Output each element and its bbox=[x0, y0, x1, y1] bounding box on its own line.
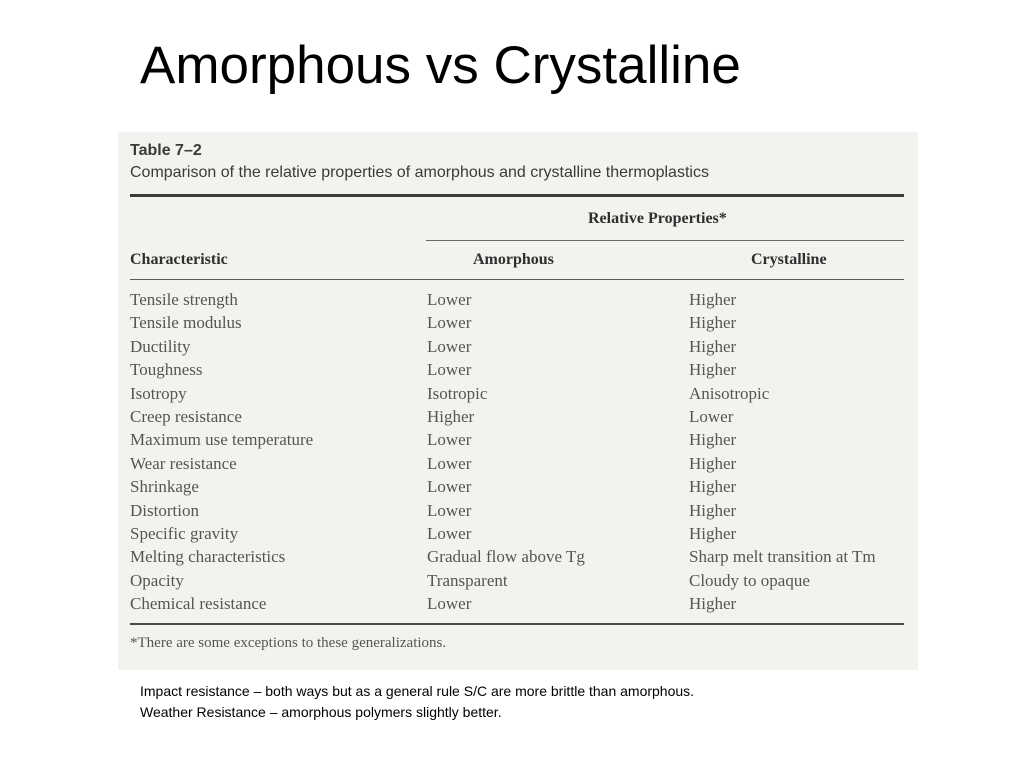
cell-crystalline: Cloudy to opaque bbox=[689, 570, 810, 590]
table-row bbox=[130, 475, 910, 498]
cell-amorphous: Lower bbox=[427, 477, 472, 497]
cell-amorphous: Lower bbox=[427, 336, 472, 356]
cell-amorphous: Lower bbox=[427, 360, 472, 380]
cell-crystalline: Higher bbox=[689, 430, 737, 450]
cell-crystalline: Higher bbox=[689, 500, 737, 520]
cell-characteristic: Chemical resistance bbox=[130, 594, 267, 614]
cell-characteristic: Ductility bbox=[130, 336, 191, 356]
cell-crystalline: Higher bbox=[689, 594, 737, 614]
cell-characteristic: Opacity bbox=[130, 570, 184, 590]
table-row bbox=[130, 499, 910, 522]
cell-amorphous: Higher bbox=[427, 406, 475, 426]
cell-crystalline: Anisotropic bbox=[689, 383, 770, 403]
table-row bbox=[130, 428, 910, 451]
cell-characteristic: Specific gravity bbox=[130, 523, 239, 543]
table-label: Table 7–2 bbox=[130, 142, 202, 159]
header-rule bbox=[130, 279, 904, 280]
column-header-amorphous: Amorphous bbox=[473, 251, 554, 268]
slide-title: Amorphous vs Crystalline bbox=[140, 36, 741, 95]
cell-amorphous: Gradual flow above Tg bbox=[427, 547, 585, 567]
table-row bbox=[130, 569, 910, 592]
table-row bbox=[130, 358, 910, 381]
cell-amorphous: Isotropic bbox=[427, 383, 488, 403]
table-row bbox=[130, 592, 910, 615]
cell-amorphous: Lower bbox=[427, 500, 472, 520]
cell-amorphous: Lower bbox=[427, 594, 472, 614]
cell-amorphous: Transparent bbox=[427, 570, 508, 590]
table-row bbox=[130, 311, 910, 334]
table-footnote: *There are some exceptions to these generalizations. bbox=[130, 635, 447, 651]
table-row bbox=[130, 335, 910, 358]
cell-amorphous: Lower bbox=[427, 453, 472, 473]
note-impact-resistance: Impact resistance – both ways but as a general rule S/C are more brittle than amorphous. bbox=[140, 683, 695, 699]
cell-amorphous: Lower bbox=[427, 523, 472, 543]
cell-characteristic: Toughness bbox=[130, 360, 203, 380]
cell-characteristic: Shrinkage bbox=[130, 477, 199, 497]
cell-crystalline: Higher bbox=[689, 313, 737, 333]
column-header-characteristic: Characteristic bbox=[130, 251, 228, 268]
cell-characteristic: Wear resistance bbox=[130, 453, 237, 473]
cell-characteristic: Isotropy bbox=[130, 383, 187, 403]
table-caption: Comparison of the relative properties of amorphous and crystalline thermoplastics bbox=[130, 164, 709, 181]
cell-crystalline: Higher bbox=[689, 336, 737, 356]
cell-characteristic: Melting characteristics bbox=[130, 547, 286, 567]
cell-crystalline: Lower bbox=[689, 406, 734, 426]
group-header-rule bbox=[426, 240, 904, 241]
table-row bbox=[130, 288, 910, 311]
cell-characteristic: Tensile modulus bbox=[130, 313, 242, 333]
table-body bbox=[130, 288, 910, 615]
column-header-crystalline: Crystalline bbox=[751, 251, 827, 268]
table-bottom-rule bbox=[130, 623, 904, 625]
cell-characteristic: Maximum use temperature bbox=[130, 430, 314, 450]
cell-amorphous: Lower bbox=[427, 290, 472, 309]
slide-notes bbox=[140, 681, 900, 723]
table-row bbox=[130, 382, 910, 405]
table-row bbox=[130, 452, 910, 475]
table-row bbox=[130, 405, 910, 428]
table-row bbox=[130, 522, 910, 545]
cell-crystalline: Higher bbox=[689, 453, 737, 473]
cell-crystalline: Sharp melt transition at Tm bbox=[689, 547, 876, 567]
cell-characteristic: Tensile strength bbox=[130, 290, 238, 309]
cell-crystalline: Higher bbox=[689, 360, 737, 380]
table-top-rule bbox=[130, 194, 904, 197]
cell-crystalline: Higher bbox=[689, 290, 737, 309]
table-row bbox=[130, 545, 910, 568]
cell-crystalline: Higher bbox=[689, 523, 737, 543]
cell-characteristic: Creep resistance bbox=[130, 406, 242, 426]
cell-amorphous: Lower bbox=[427, 313, 472, 333]
note-weather-resistance: Weather Resistance – amorphous polymers slightly better. bbox=[140, 704, 502, 720]
cell-characteristic: Distortion bbox=[130, 500, 199, 520]
relative-properties-header: Relative Properties* bbox=[588, 210, 727, 227]
cell-crystalline: Higher bbox=[689, 477, 737, 497]
table-image bbox=[118, 132, 918, 670]
cell-amorphous: Lower bbox=[427, 430, 472, 450]
